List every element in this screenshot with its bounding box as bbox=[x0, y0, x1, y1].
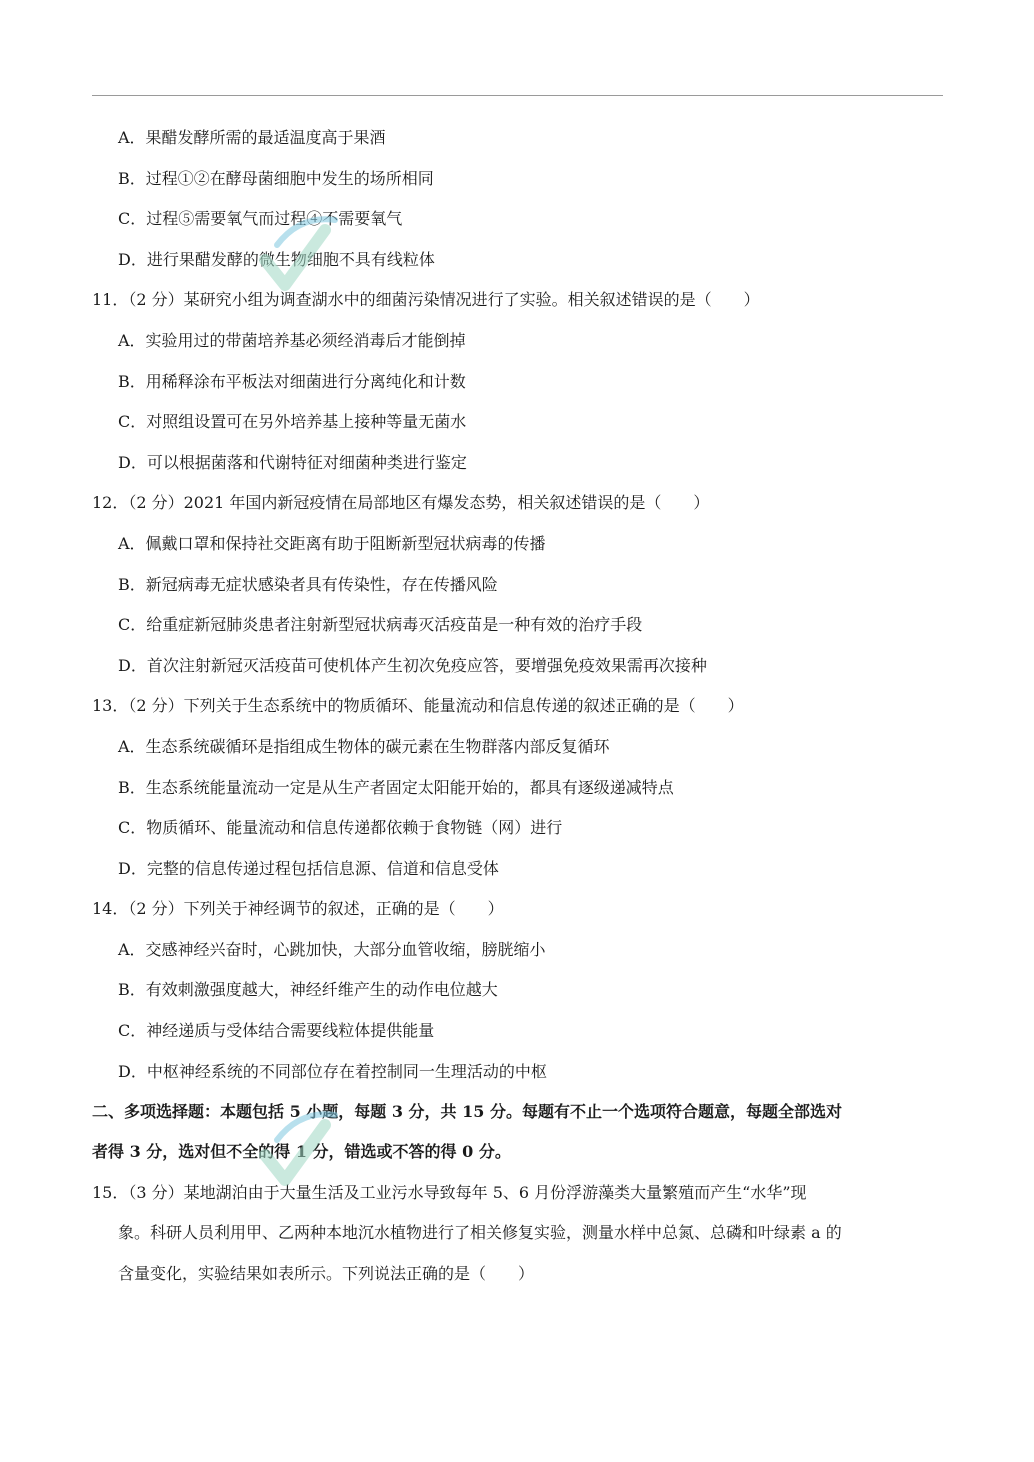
q12-stem: 12．（2 分）2021 年国内新冠疫情在局部地区有爆发态势，相关叙述错误的是（ ） bbox=[92, 493, 710, 513]
q11-option-d: D．可以根据菌落和代谢特征对细菌种类进行鉴定 bbox=[118, 452, 467, 472]
section-2-line-1: 二、多项选择题：本题包括 5 小题，每题 3 分，共 15 分。每题有不止一个选项符合题意，每题全部选对 bbox=[92, 1102, 842, 1122]
q13-option-a: A．生态系统碳循环是指组成生物体的碳元素在生物群落内部反复循环 bbox=[118, 736, 610, 756]
q14-option-c: C．神经递质与受体结合需要线粒体提供能量 bbox=[118, 1021, 435, 1041]
q12-option-d: D．首次注射新冠灭活疫苗可使机体产生初次免疫应答，要增强免疫效果需再次接种 bbox=[118, 655, 707, 675]
q13-option-c: C．物质循环、能量流动和信息传递都依赖于食物链（网）进行 bbox=[118, 818, 563, 838]
section-2-line-2: 者得 3 分，选对但不全的得 1 分，错选或不答的得 0 分。 bbox=[92, 1142, 511, 1162]
question-12 bbox=[92, 493, 943, 675]
q15-stem-line-2: 象。科研人员利用甲、乙两种本地沉水植物进行了相关修复实验，测量水样中总氮、总磷和叶绿素 a 的 bbox=[118, 1223, 842, 1243]
q13-stem: 13．（2 分）下列关于生态系统中的物质循环、能量流动和信息传递的叙述正确的是（ ） bbox=[92, 696, 744, 716]
q11-option-b: B．用稀释涂布平板法对细菌进行分离纯化和计数 bbox=[118, 371, 466, 391]
q14-option-d: D．中枢神经系统的不同部位存在着控制同一生理活动的中枢 bbox=[118, 1061, 547, 1081]
question-11 bbox=[92, 290, 943, 472]
q10-option-c: C．过程⑤需要氧气而过程④不需要氧气 bbox=[118, 209, 403, 229]
q13-option-b: B．生态系统能量流动一定是从生产者固定太阳能开始的，都具有逐级递减特点 bbox=[118, 777, 674, 797]
q10-option-d: D．进行果醋发酵的微生物细胞不具有线粒体 bbox=[118, 249, 435, 269]
q14-option-a: A．交感神经兴奋时，心跳加快，大部分血管收缩，膀胱缩小 bbox=[118, 939, 546, 959]
q14-stem: 14．（2 分）下列关于神经调节的叙述，正确的是（ ） bbox=[92, 899, 504, 919]
question-15 bbox=[92, 1183, 943, 1284]
question-10-options bbox=[92, 128, 943, 270]
q10-option-b: B．过程①②在酵母菌细胞中发生的场所相同 bbox=[118, 168, 434, 188]
q15-stem-line-3: 含量变化，实验结果如表所示。下列说法正确的是（ ） bbox=[118, 1263, 535, 1283]
q11-option-c: C．对照组设置可在另外培养基上接种等量无菌水 bbox=[118, 412, 467, 432]
q10-option-a: A．果醋发酵所需的最适温度高于果酒 bbox=[118, 128, 386, 147]
q15-stem-line-1: 15．（3 分）某地湖泊由于大量生活及工业污水导致每年 5、6 月份浮游藻类大量繁殖而产生“水华”现 bbox=[92, 1182, 807, 1202]
section-2-heading bbox=[92, 1102, 943, 1162]
exam-page-content bbox=[92, 128, 943, 1304]
header-rule bbox=[92, 95, 943, 96]
q11-option-a: A．实验用过的带菌培养基必须经消毒后才能倒掉 bbox=[118, 330, 466, 350]
q11-stem: 11．（2 分）某研究小组为调查湖水中的细菌污染情况进行了实验。相关叙述错误的是（ ） bbox=[92, 290, 760, 310]
q12-option-c: C．给重症新冠肺炎患者注射新型冠状病毒灭活疫苗是一种有效的治疗手段 bbox=[118, 615, 643, 635]
q14-option-b: B．有效刺激强度越大，神经纤维产生的动作电位越大 bbox=[118, 980, 498, 1000]
question-14 bbox=[92, 899, 943, 1081]
question-13 bbox=[92, 696, 943, 878]
q13-option-d: D．完整的信息传递过程包括信息源、信道和信息受体 bbox=[118, 858, 499, 878]
q12-option-b: B．新冠病毒无症状感染者具有传染性，存在传播风险 bbox=[118, 574, 498, 594]
q12-option-a: A．佩戴口罩和保持社交距离有助于阻断新型冠状病毒的传播 bbox=[118, 533, 546, 553]
